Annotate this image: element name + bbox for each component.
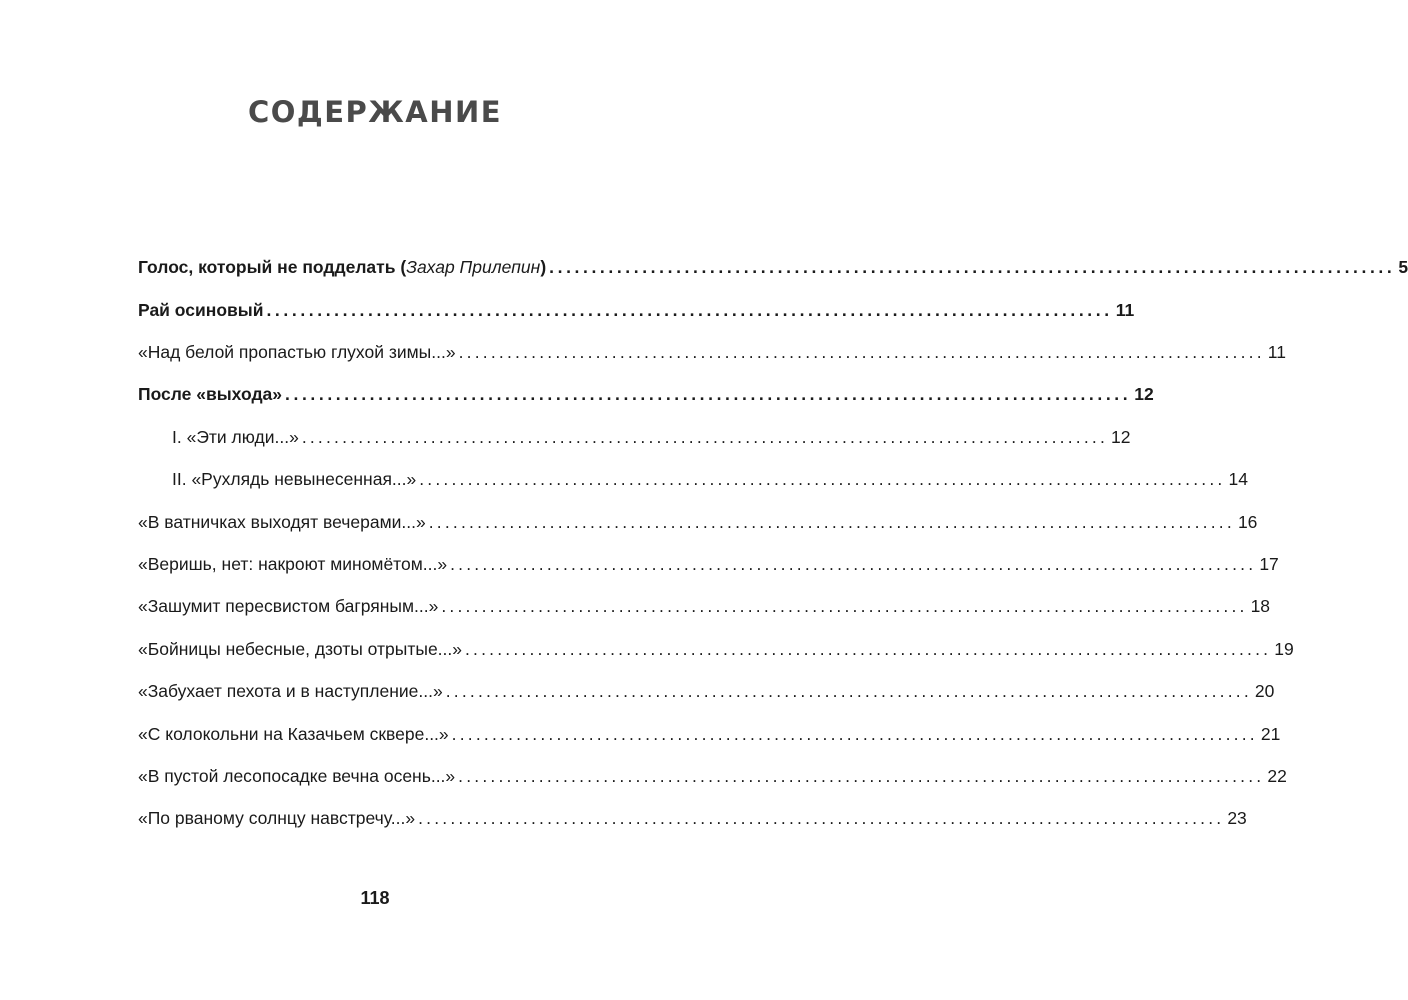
- dot-leader: ....................................................................................................: [301, 427, 1109, 447]
- toc-entry[interactable]: [138, 803, 1247, 833]
- toc-entry[interactable]: [138, 591, 1271, 621]
- toc-entry-preface[interactable]: [138, 252, 1408, 282]
- toc-entry-title: II. «Рухлядь невынесенная...»: [172, 469, 417, 489]
- dot-leader: ....................................................................................................: [465, 639, 1272, 659]
- toc-entry[interactable]: [138, 634, 1294, 664]
- dot-leader: ....................................................................................................: [450, 554, 1257, 574]
- toc-entry-section[interactable]: [138, 379, 1154, 409]
- toc-entry-page: 22: [1267, 766, 1287, 786]
- toc-entry-page: 20: [1254, 681, 1275, 701]
- toc-entry-title: «В ватничках выходят вечерами...»: [138, 512, 426, 532]
- toc-entry-page: 12: [1111, 427, 1131, 447]
- toc-entry[interactable]: [138, 549, 1279, 579]
- toc-entry-page: 12: [1134, 384, 1154, 404]
- toc-entry-page: 5: [1398, 257, 1408, 277]
- toc-entry-page: 17: [1259, 554, 1279, 574]
- page-number: 118: [360, 888, 390, 908]
- dot-leader: ....................................................................................................: [428, 512, 1235, 532]
- dot-leader: ....................................................................................................: [458, 342, 1265, 362]
- toc-entry-title: «Веришь, нет: накроют миномётом...»: [138, 554, 448, 574]
- toc-entry-title: Голос, который не подделать (Захар Прилепин): [138, 257, 547, 277]
- toc-entry-title: «Зашумит пересвистом багряным...»: [138, 596, 439, 616]
- toc-entry[interactable]: [138, 676, 1275, 706]
- dot-leader: ....................................................................................................: [285, 384, 1132, 404]
- toc-entry-subsection[interactable]: [172, 464, 1248, 494]
- toc-entry-author: Захар Прилепин: [406, 257, 541, 277]
- toc-entry-title: «С колокольни на Казачьем сквере...»: [138, 724, 449, 744]
- toc-entry-page: 11: [1115, 300, 1135, 320]
- toc-entry-section[interactable]: [138, 295, 1135, 325]
- toc-entry-title: Рай осиновый: [138, 300, 264, 320]
- toc-entry[interactable]: [138, 761, 1287, 791]
- toc-entry-page: 18: [1250, 596, 1271, 616]
- toc-entry-title: «По рваному солнцу навстречу...»: [138, 808, 416, 828]
- dot-leader: ....................................................................................................: [266, 300, 1113, 320]
- dot-leader: ....................................................................................................: [451, 724, 1258, 744]
- toc-entry-title: «Бойницы небесные, дзоты отрытые...»: [138, 639, 462, 659]
- toc-entry[interactable]: [138, 507, 1258, 537]
- toc-entry-page: 19: [1274, 639, 1294, 659]
- toc-entry-title: I. «Эти люди...»: [172, 427, 299, 447]
- dot-leader: ....................................................................................................: [549, 257, 1396, 277]
- toc-entry-title: После «выхода»: [138, 384, 283, 404]
- page-title: СОДЕРЖАНИЕ: [247, 95, 503, 130]
- dot-leader: ....................................................................................................: [445, 681, 1252, 701]
- toc-entry[interactable]: [138, 719, 1281, 749]
- dot-leader: ....................................................................................................: [441, 596, 1248, 616]
- dot-leader: ....................................................................................................: [419, 469, 1226, 489]
- toc-entry-page: 21: [1260, 724, 1281, 744]
- dot-leader: ....................................................................................................: [458, 766, 1265, 786]
- toc-entry-page: 23: [1227, 808, 1247, 828]
- toc-entry[interactable]: [138, 337, 1286, 367]
- dot-leader: ....................................................................................................: [418, 808, 1225, 828]
- toc-entry-title: «В пустой лесопосадке вечна осень...»: [138, 766, 456, 786]
- toc-entry-title: «Забухает пехота и в наступление...»: [138, 681, 443, 701]
- toc-entry-page: 14: [1228, 469, 1248, 489]
- toc-entry-title: «Над белой пропастью глухой зимы...»: [138, 342, 456, 362]
- toc-entry-page: 11: [1267, 342, 1286, 362]
- toc-entry-subsection[interactable]: [172, 422, 1131, 452]
- toc-entry-page: 16: [1237, 512, 1258, 532]
